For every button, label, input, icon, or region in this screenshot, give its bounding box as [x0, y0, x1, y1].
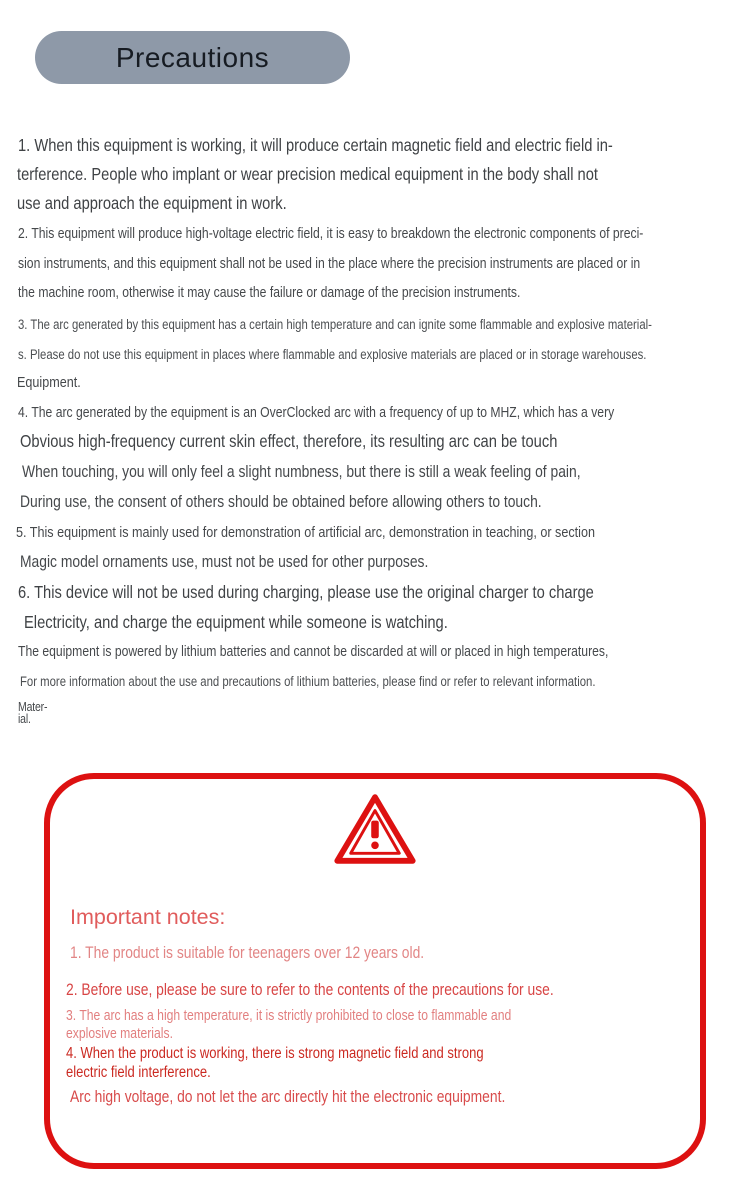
precaution-3-line-3: Equipment. [17, 374, 81, 391]
precaution-5-line-2: Magic model ornaments use, must not be used for other purposes. [20, 553, 429, 571]
precaution-2-line-1: 2. This equipment will produce high-voltage electric field, it is easy to breakdown the electronic components of preci- [18, 226, 644, 242]
warning-triangle-icon [333, 793, 417, 865]
important-notes-box [44, 773, 706, 1169]
precaution-2-line-3: the machine room, otherwise it may cause the failure or damage of the precision instruments. [18, 285, 521, 301]
precaution-2-line-2: sion instruments, and this equipment shall not be used in the place where the precision instruments are placed or in [18, 256, 641, 272]
important-note-4-line-1: 4. When the product is working, there is strong magnetic field and strong [66, 1045, 484, 1062]
precaution-3-line-1: 3. The arc generated by this equipment has a certain high temperature and can ignite some flammable and explosive material- [18, 317, 652, 332]
important-note-1: 1. The product is suitable for teenagers over 12 years old. [70, 944, 425, 962]
precaution-7-line-4: ial. [18, 712, 31, 726]
precaution-7-line-3: Mater- [18, 700, 48, 714]
precaution-4-line-1: 4. The arc generated by the equipment is an OverClocked arc with a frequency of up to MHZ, which has a very [18, 405, 615, 421]
important-note-5: Arc high voltage, do not let the arc directly hit the electronic equipment. [70, 1088, 506, 1106]
important-note-3-line-2: explosive materials. [66, 1026, 173, 1042]
important-note-4-line-2: electric field interference. [66, 1064, 211, 1081]
precaution-6-line-2: Electricity, and charge the equipment while someone is watching. [24, 612, 448, 632]
precaution-1-line-1: 1. When this equipment is working, it will produce certain magnetic field and electric field in- [18, 135, 613, 155]
precaution-4-line-2: Obvious high-frequency current skin effect, therefore, its resulting arc can be touch [20, 431, 558, 451]
page-title-pill [35, 31, 350, 84]
page-title: Precautions [115, 41, 270, 73]
precaution-3-line-2: s. Please do not use this equipment in places where flammable and explosive materials are placed or in storage warehouses. [18, 347, 647, 362]
precaution-1-line-3: use and approach the equipment in work. [17, 193, 287, 213]
precaution-5-line-1: 5. This equipment is mainly used for demonstration of artificial arc, demonstration in teaching, or section [16, 524, 595, 541]
precaution-4-line-3: When touching, you will only feel a slight numbness, but there is still a weak feeling of pain, [22, 463, 581, 481]
precaution-7-line-1: The equipment is powered by lithium batteries and cannot be discarded at will or placed in high temperatures, [18, 644, 609, 660]
precaution-6-line-1: 6. This device will not be used during charging, please use the original charger to charge [18, 582, 594, 602]
important-notes-heading: Important notes: [70, 905, 226, 929]
important-note-2: 2. Before use, please be sure to refer to the contents of the precautions for use. [66, 981, 554, 999]
precaution-4-line-4: During use, the consent of others should be obtained before allowing others to touch. [20, 493, 542, 511]
precaution-1-line-2: terference. People who implant or wear precision medical equipment in the body shall not [17, 164, 598, 184]
precaution-7-line-2: For more information about the use and precautions of lithium batteries, please find or refer to relevant information. [20, 674, 596, 689]
important-note-3-line-1: 3. The arc has a high temperature, it is strictly prohibited to close to flammable and [66, 1008, 512, 1024]
